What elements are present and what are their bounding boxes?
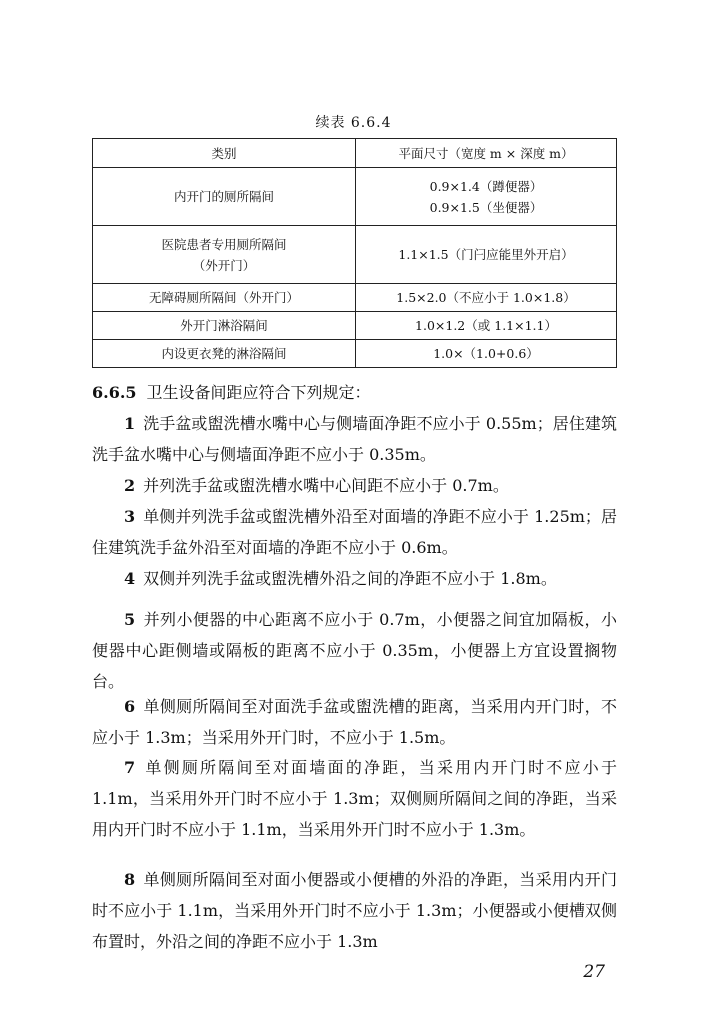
header-category: 类别 xyxy=(93,139,356,168)
table-caption: 续表 6.6.4 xyxy=(315,115,392,131)
clause-text: 洗手盆或盥洗槽水嘴中心与侧墙面净距不应小于 0.55m；居住建筑洗手盆水嘴中心与侧墙面净距不应小于 0.35m。 xyxy=(92,414,617,464)
size-cell: 1.0×（1.0+0.6） xyxy=(356,340,617,368)
clause-number: 7 xyxy=(124,758,136,777)
category-cell: 无障碍厕所隔间（外开门） xyxy=(93,284,356,312)
clause-number: 4 xyxy=(124,569,136,588)
clause-text: 单侧并列洗手盆或盥洗槽外沿至对面墙的净距不应小于 1.25m；居住建筑洗手盆外沿至对面墙的净距不应小于 0.6m。 xyxy=(92,507,617,557)
table-row xyxy=(93,312,617,340)
header-size: 平面尺寸（宽度 m × 深度 m） xyxy=(356,139,617,168)
clause-number: 1 xyxy=(124,414,136,433)
clause-number: 6 xyxy=(124,697,136,716)
clause-item xyxy=(92,408,617,470)
clause-item xyxy=(92,864,617,957)
clause-text: 单侧厕所隔间至对面小便器或小便槽的外沿的净距，当采用内开门时不应小于 1.1m，当采用外开门时不应小于 1.3m；小便器或小便槽双侧布置时，外沿之间的净距不应小于 1.3m xyxy=(92,870,617,951)
size-cell: 0.9×1.4（蹲便器） 0.9×1.5（坐便器） xyxy=(356,168,617,226)
clause-item xyxy=(92,752,617,845)
clause-number: 8 xyxy=(124,870,136,889)
clause-item xyxy=(92,604,617,697)
category-cell: 医院患者专用厕所隔间 （外开门） xyxy=(93,226,356,284)
clause-text: 并列小便器的中心距离不应小于 0.7m，小便器之间宜加隔板，小便器中心距侧墙或隔板的距离不应小于 0.35m，小便器上方宜设置搁物台。 xyxy=(92,610,617,691)
dimension-table xyxy=(92,138,617,368)
table-row xyxy=(93,226,617,284)
clause-number: 5 xyxy=(124,610,136,629)
clause-text: 单侧厕所隔间至对面洗手盆或盥洗槽的距离，当采用内开门时，不应小于 1.3m；当采用外开门时，不应小于 1.5m。 xyxy=(92,697,617,747)
size-cell: 1.1×1.5（门闩应能里外开启） xyxy=(356,226,617,284)
section-number: 6.6.5 xyxy=(92,383,137,402)
section-title: 卫生设备间距应符合下列规定： xyxy=(146,383,371,402)
category-cell: 内开门的厕所隔间 xyxy=(93,168,356,226)
category-cell: 外开门淋浴隔间 xyxy=(93,312,356,340)
clause-item xyxy=(92,563,617,594)
clause-item xyxy=(92,470,617,501)
clause-text: 单侧厕所隔间至对面墙面的净距，当采用内开门时不应小于 1.1m，当采用外开门时不应小于 1.3m；双侧厕所隔间之间的净距，当采用内开门时不应小于 1.1m，当采用外开门时不应小于 1.3m。 xyxy=(92,758,617,839)
table-row xyxy=(93,284,617,312)
table-row xyxy=(93,168,617,226)
clause-item xyxy=(92,501,617,563)
clause-number: 3 xyxy=(124,507,136,526)
category-cell: 内设更衣凳的淋浴隔间 xyxy=(93,340,356,368)
clause-text: 并列洗手盆或盥洗槽水嘴中心间距不应小于 0.7m。 xyxy=(143,476,509,495)
size-cell: 1.0×1.2（或 1.1×1.1） xyxy=(356,312,617,340)
clause-number: 2 xyxy=(124,476,136,495)
clause-text: 双侧并列洗手盆或盥洗槽外沿之间的净距不应小于 1.8m。 xyxy=(143,569,557,588)
size-cell: 1.5×2.0（不应小于 1.0×1.8） xyxy=(356,284,617,312)
clause-item xyxy=(92,691,617,753)
table-row xyxy=(93,340,617,368)
section-heading xyxy=(92,377,617,408)
page-number: 27 xyxy=(583,962,605,982)
table-header-row xyxy=(93,139,617,168)
